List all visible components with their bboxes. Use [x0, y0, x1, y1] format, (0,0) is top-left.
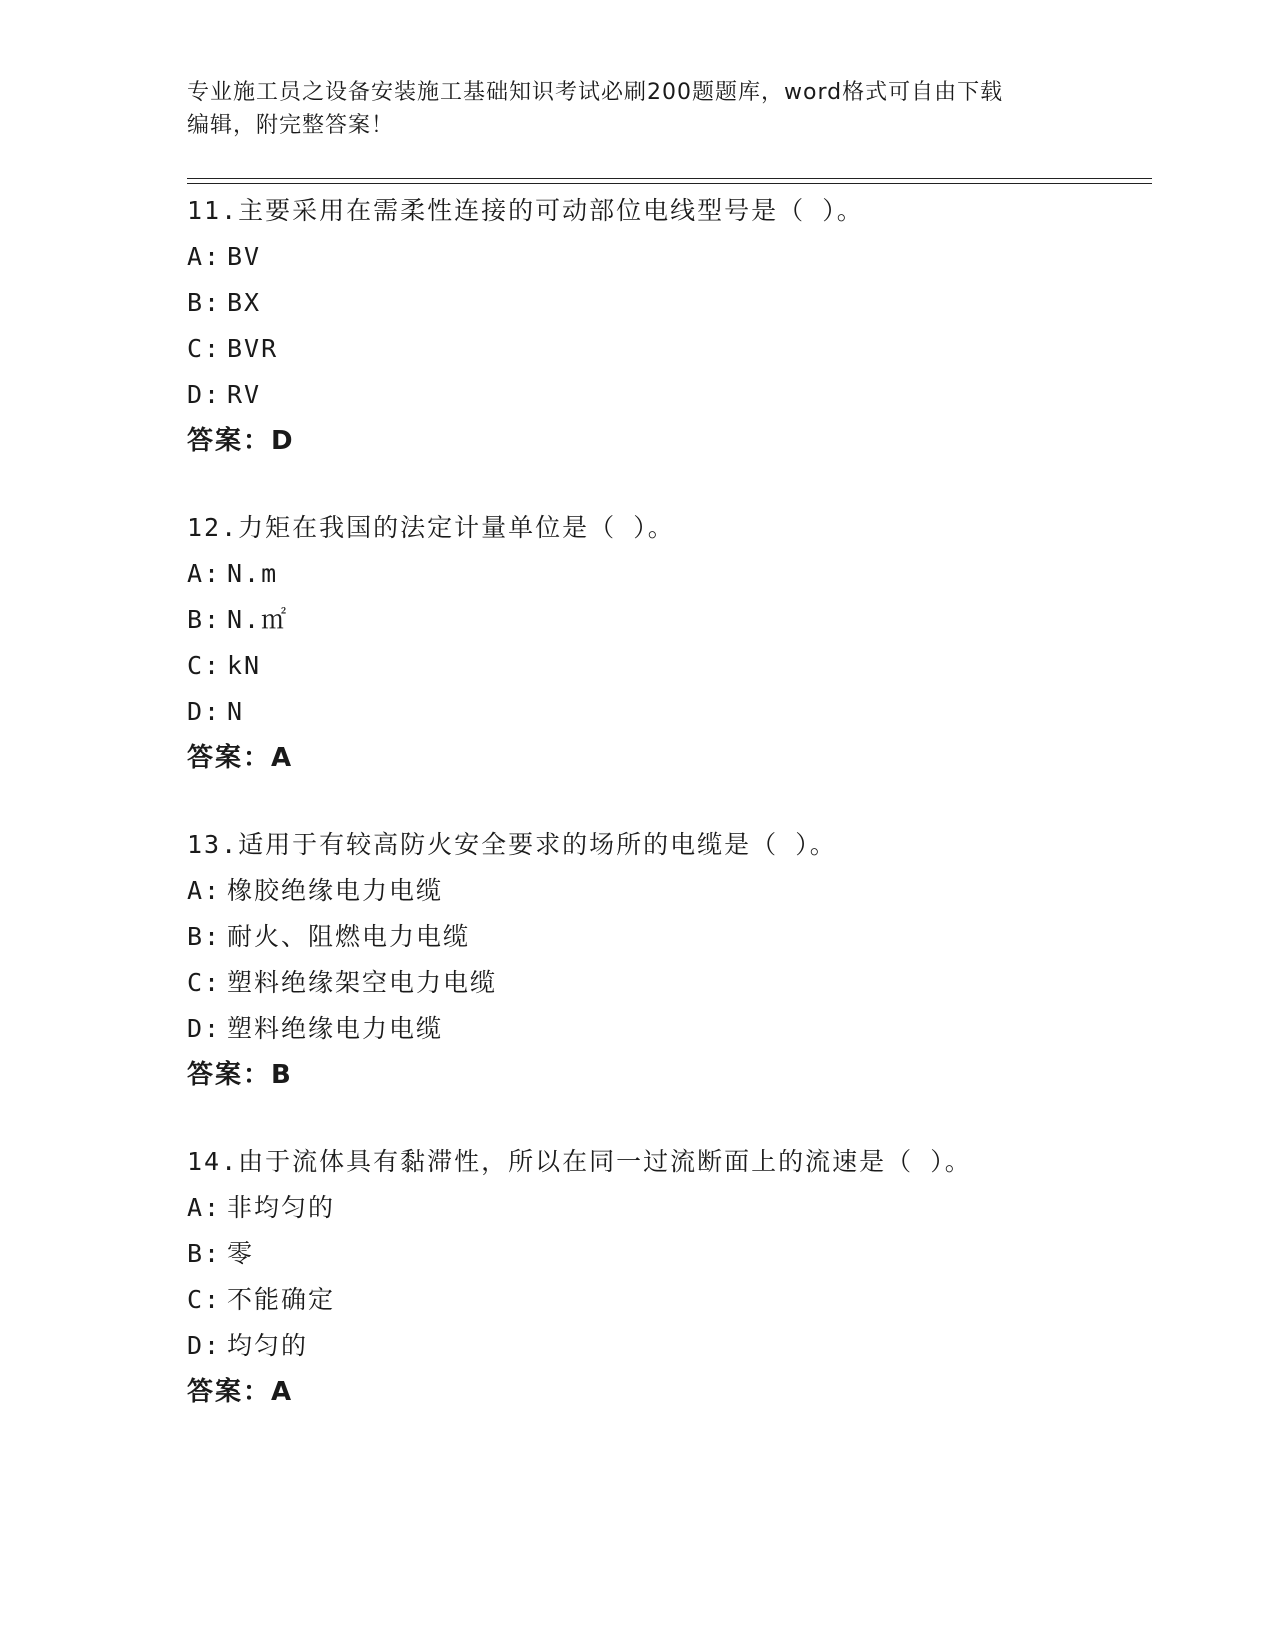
option-text: BVR	[227, 334, 279, 363]
header-divider-top	[187, 178, 1152, 179]
option-letter: A:	[187, 559, 222, 588]
option-d	[187, 372, 1147, 418]
option-text: 均匀的	[227, 1331, 309, 1360]
option-text: 零	[227, 1239, 255, 1268]
option-a	[187, 551, 1147, 597]
question-12	[187, 505, 1147, 781]
answer-line: 答案：A	[187, 1377, 294, 1407]
option-text: 非均匀的	[227, 1193, 336, 1222]
option-text: BV	[227, 242, 262, 271]
option-letter: C:	[187, 968, 222, 997]
option-b	[187, 1231, 1147, 1277]
option-letter: A:	[187, 1193, 222, 1222]
option-letter: D:	[187, 697, 222, 726]
option-text: 橡胶绝缘电力电缆	[227, 876, 444, 905]
question-11	[187, 188, 1147, 464]
option-text: RV	[227, 380, 262, 409]
option-a	[187, 868, 1147, 914]
option-letter: B:	[187, 922, 222, 951]
option-b	[187, 597, 1147, 643]
header-divider-bottom	[187, 183, 1152, 184]
option-b	[187, 280, 1147, 326]
option-text: N	[227, 697, 245, 726]
question-title: 14.由于流体具有黏滞性，所以在同一过流断面上的流速是（ ）。	[187, 1147, 972, 1176]
question-title: 12.力矩在我国的法定计量单位是（ ）。	[187, 513, 675, 542]
option-letter: D:	[187, 380, 222, 409]
option-b	[187, 914, 1147, 960]
option-letter: C:	[187, 651, 222, 680]
option-d	[187, 1323, 1147, 1369]
option-c	[187, 1277, 1147, 1323]
header-line-1: 专业施工员之设备安装施工基础知识考试必刷200题题库，word格式可自由下载	[187, 80, 1004, 105]
option-text: kN	[227, 651, 262, 680]
question-title: 13.适用于有较高防火安全要求的场所的电缆是（ ）。	[187, 830, 837, 859]
option-letter: D:	[187, 1014, 222, 1043]
option-letter: D:	[187, 1331, 222, 1360]
option-text: 耐火、阻燃电力电缆	[227, 922, 471, 951]
option-letter: B:	[187, 605, 222, 634]
answer-line: 答案：D	[187, 426, 295, 456]
option-text: 不能确定	[227, 1285, 336, 1314]
option-d	[187, 1006, 1147, 1052]
option-letter: B:	[187, 1239, 222, 1268]
option-text: 塑料绝缘架空电力电缆	[227, 968, 498, 997]
option-text: BX	[227, 288, 262, 317]
option-d	[187, 689, 1147, 735]
option-letter: B:	[187, 288, 222, 317]
option-a	[187, 234, 1147, 280]
option-text: N.㎡	[227, 605, 289, 634]
option-c	[187, 643, 1147, 689]
option-c	[187, 960, 1147, 1006]
answer-line: 答案：A	[187, 743, 294, 773]
question-13	[187, 822, 1147, 1098]
option-letter: C:	[187, 334, 222, 363]
document-header	[187, 76, 1087, 142]
answer-line: 答案：B	[187, 1060, 293, 1090]
option-letter: A:	[187, 876, 222, 905]
option-text: 塑料绝缘电力电缆	[227, 1014, 444, 1043]
question-title: 11.主要采用在需柔性连接的可动部位电线型号是（ ）。	[187, 196, 864, 225]
header-line-2: 编辑，附完整答案！	[187, 113, 395, 138]
option-text: N.m	[227, 559, 279, 588]
option-a	[187, 1185, 1147, 1231]
question-14	[187, 1139, 1147, 1415]
option-c	[187, 326, 1147, 372]
option-letter: A:	[187, 242, 222, 271]
option-letter: C:	[187, 1285, 222, 1314]
